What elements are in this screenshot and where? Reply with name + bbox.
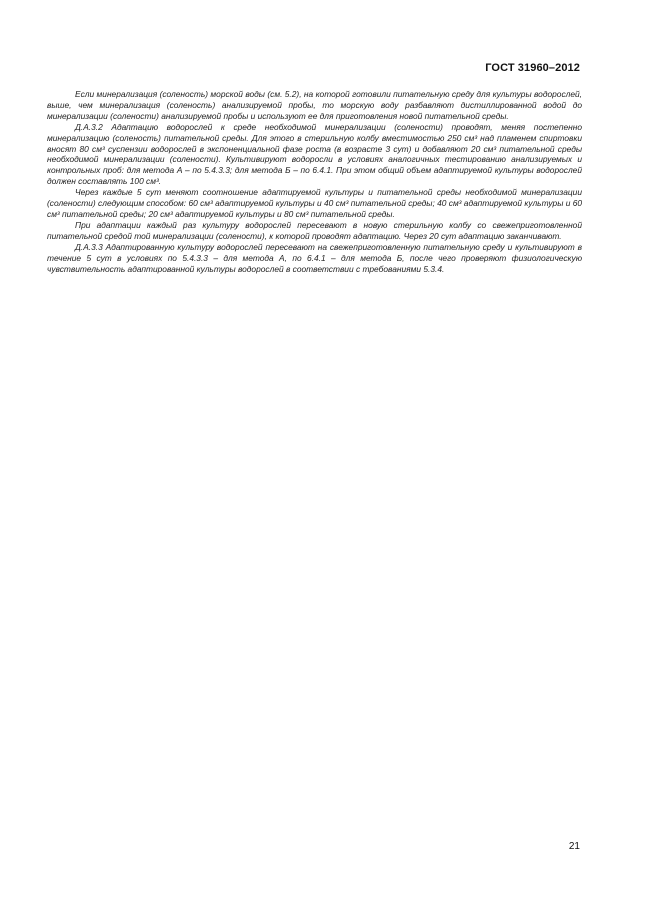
document-standard-code: ГОСТ 31960–2012 xyxy=(485,62,580,74)
document-body xyxy=(47,89,582,274)
paragraph-adaptation-transfer: При адаптации каждый раз культуру водорослей пересевают в новую стерильную колбу со свежеприготовленной питательной средой той минерализации (солености), к которой проводят адаптацию. Через 20 сут адаптацию заканчивают. xyxy=(47,219,582,241)
paragraph-ratio-change: Через каждые 5 сут меняют соотношение адаптируемой культуры и питательной среды необходимой минерализации (солености) следующим способом: 60 см³ адаптируемой культуры и 40 см³ питательной среды; 40 см³ адаптируемой культуры и 60 см³ питательной среды; 20 см³ адаптируемой культуры и 80 см³ питательной среды. xyxy=(47,187,583,219)
page-number: 21 xyxy=(568,841,580,852)
paragraph-da-3-3: Д.А.3.3 Адаптированную культуру водорослей пересевают на свежеприготовленную питательную среду и культивируют в течение 5 сут в условиях по 5.4.3.3 – для метода А, по 6.4.1 – для метода Б, после чего проверяют физиологическую чувствительность адаптированной культуры водорослей в соответствии с требованиями 5.3.4. xyxy=(47,241,582,274)
paragraph-da-3-2: Д.А.3.2 Адаптацию водорослей к среде необходимой минерализации (солености) проводят, меняя постепенно минерализацию (соленость) питательной среды. Для этого в стерильную колбу вместимостью 250 см³ над пламенем спиртовки вносят 80 см³ суспензии водорослей в экспоненциальной фазе роста (в возрасте 3 сут) и добавляют 20 см³ питательной среды необходимой минерализации (солености). Культивируют водоросли в условиях аналогичных тестированию анализируемых и контрольных проб: для метода А – по 5.4.3.3; для метода Б – по 6.4.1. При этом общий объем адаптируемой культуры водорослей должен составлять 100 см³. xyxy=(47,121,582,187)
paragraph-salinity-dilution: Если минерализация (соленость) морской воды (см. 5.2), на которой готовили питательную среду для культуры водорослей, выше, чем минерализация (соленость) анализируемой пробы, то морскую воду разбавляют дистиллированной водой до минерализации (солености) анализируемой пробы и используют ее для приготовления новой питательной среды. xyxy=(47,89,582,121)
